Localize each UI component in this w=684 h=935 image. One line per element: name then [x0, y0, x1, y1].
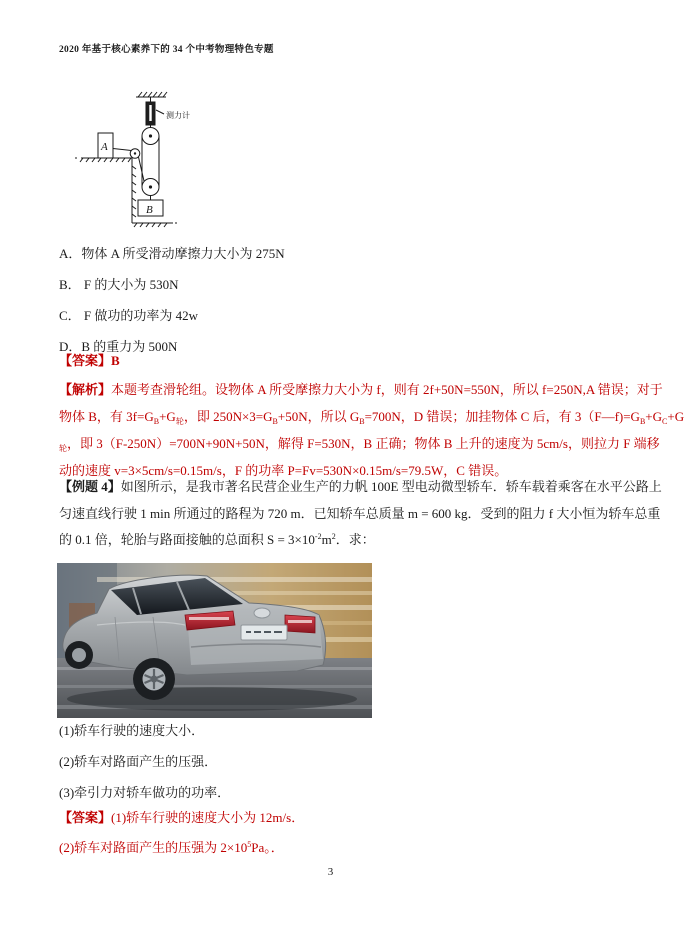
analysis-line-4: 动的速度 v=3×5cm/s=0.15m/s，F 的功率 P=Fv=530N×0.15m/s=79.5W，C 错误。 — [59, 463, 508, 478]
example4-line-3: 的 0.1 倍，轮胎与路面接触的总面积 $S = 3\times 10^{-2}m^2$．求： — [59, 532, 375, 547]
example4-paragraph — [59, 474, 662, 554]
analysis-tag: 【解析】 — [59, 382, 112, 397]
spring-scale-label: 测力计 — [166, 111, 190, 120]
answer2-tag: 【答案】 — [59, 810, 112, 825]
answer2-text-1: (1)轿车行驶的速度大小为 12m/s． — [111, 810, 305, 825]
label-leader-line — [156, 110, 164, 114]
block-a-label: A — [101, 141, 108, 153]
questions-list — [59, 715, 607, 808]
answer-value: B — [111, 353, 120, 368]
question-2: (2)轿车对路面产生的压强． — [59, 754, 218, 769]
analysis-line-3: $_轮$，即 3（F-250N）=700N+90N+50N，解得 F=530N，B 正确；物体 B 上升的速度为 5cm/s，则拉力 F 端移 — [59, 436, 660, 453]
pulley-diagram — [75, 90, 247, 242]
option-b: B． F 的大小为 530N — [59, 277, 179, 292]
options-list — [59, 238, 607, 362]
spring-scale — [146, 97, 155, 128]
option-a: A．物体 A 所受滑动摩擦力大小为 275N — [59, 246, 285, 261]
corner-pulley — [130, 149, 140, 159]
answer-tag: 【答案】 — [59, 353, 112, 368]
car-photo — [57, 563, 372, 718]
movable-pulley — [142, 179, 159, 201]
analysis-line-1 — [59, 376, 663, 403]
table-surface — [75, 158, 178, 227]
page-number: 3 — [327, 866, 334, 878]
ceiling-hatching — [136, 92, 167, 97]
fixed-pulley — [142, 128, 159, 145]
example4-line-1 — [59, 474, 662, 501]
analysis-text-1: 本题考查滑轮组。设物体 A 所受摩擦力大小为 f，则有 2f+50N=550N，所以 f=250N,A 错误；对于 — [111, 382, 663, 397]
taillight-right — [285, 615, 315, 633]
example4-line-2: 匀速直线行驶 1 min 所通过的路程为 720 m．已知轿车总质量 m = 600 kg．受到的阻力 f 大小恒为轿车总重 — [59, 505, 661, 521]
option-c: C． F 做功的功率为 42w — [59, 308, 199, 323]
question-1: (1)轿车行驶的速度大小． — [59, 723, 205, 738]
block-b-label: B — [146, 204, 153, 216]
car-shadow — [67, 687, 357, 711]
answer-2-line-2: (2)轿车对路面产生的压强为 $2\times 10^5Pa$。． — [59, 840, 284, 855]
rope-a — [113, 149, 131, 151]
example4-tag: 【例题 4】 — [59, 479, 121, 494]
option-d: D．B 的重力为 500N — [59, 339, 178, 354]
analysis-line-2: 物体 B，有 $3f=G_B+G_轮$，即 $250N\times 3=G_B+50N$，所以 $G_B=700N$，D 错误；加挂物体 C 后，有 $3(F—f)=G_B+G_C+G$ — [59, 409, 684, 426]
answer-2-line-1 — [59, 807, 607, 829]
brand-emblem — [254, 608, 270, 618]
analysis-paragraph — [59, 376, 684, 484]
page-header: 2020 年基于核心素养下的 34 个中考物理特色专题 — [59, 45, 274, 55]
answer-1 — [59, 350, 607, 372]
example4-text-1: 如图所示，是我市著名民营企业生产的力帆 100E 型电动微型轿车．轿车载着乘客在水平公路上 — [120, 479, 662, 494]
question-3: (3)牵引力对轿车做功的功率． — [59, 785, 231, 800]
